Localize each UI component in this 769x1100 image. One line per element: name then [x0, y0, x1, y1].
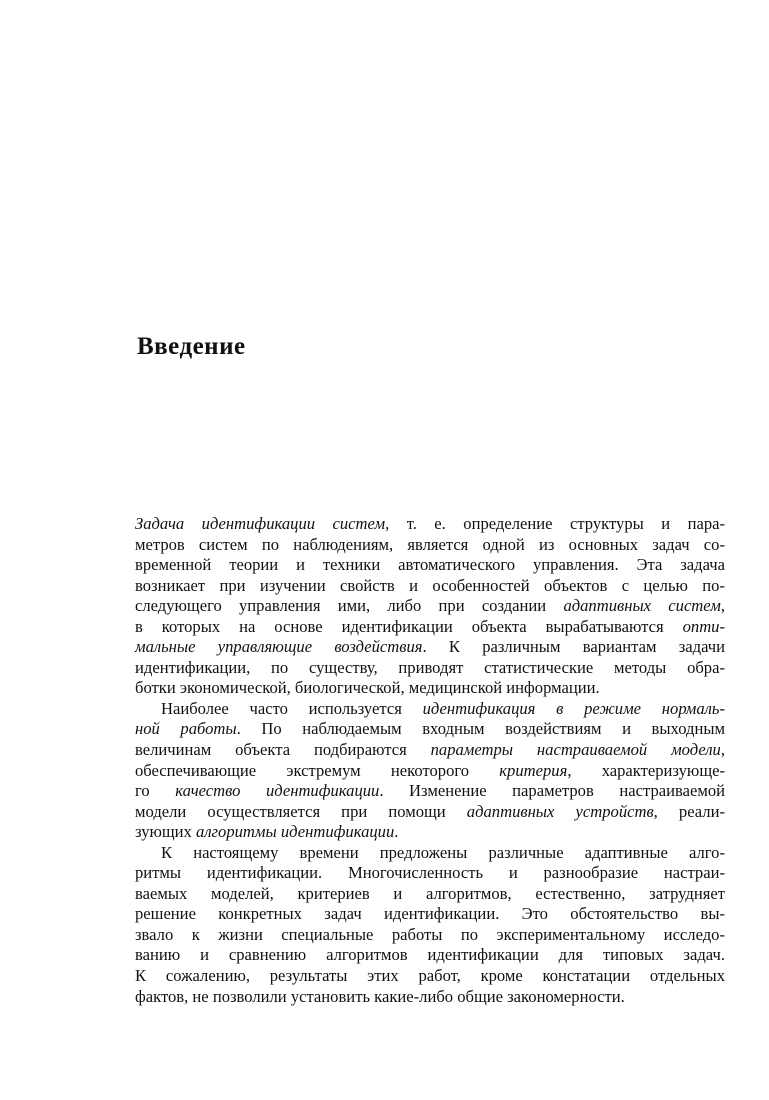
text-line [135, 596, 725, 617]
emphasized-term: опти- [682, 616, 725, 636]
emphasized-term: критерия [499, 760, 568, 780]
text-run: , характеризующе- [567, 760, 725, 780]
text-run: , [720, 740, 726, 760]
text-line [135, 945, 725, 966]
text-line [135, 802, 725, 823]
emphasized-term: алгоритмы идентификации [196, 822, 395, 842]
text-line [135, 637, 725, 658]
emphasized-term: качество идентификации [175, 781, 380, 801]
text-run: ритмы идентификации. Многочисленность и разнообразие настраи- [135, 863, 725, 883]
text-run: следующего управления ими, либо при создании [135, 596, 564, 616]
text-line [135, 761, 725, 782]
text-run: метров систем по наблюдениям, является одной из основных задач со- [135, 534, 725, 554]
emphasized-term: ной работы [135, 719, 237, 739]
text-run: временной теории и техники автоматического управления. Эта задача [135, 555, 725, 575]
text-line [135, 576, 725, 597]
text-line [135, 925, 725, 946]
text-run: в которых на основе идентификации объекта вырабатываются [135, 616, 683, 636]
text-run: го [135, 781, 176, 801]
text-run: обеспечивающие экстремум некоторого [135, 760, 500, 780]
text-line [135, 884, 725, 905]
text-line [135, 719, 725, 740]
text-run: ботки экономической, биологической, медицинской информации. [135, 678, 600, 698]
emphasized-term: идентификация в режиме нормаль- [422, 698, 725, 718]
text-run: звало к жизни специальные работы по экспериментальному исследо- [135, 924, 725, 944]
text-line [135, 987, 725, 1008]
text-line [135, 678, 725, 699]
text-run: . По наблюдаемым входным воздействиям и выходным [236, 719, 725, 739]
text-line [135, 699, 725, 720]
text-line [135, 617, 725, 638]
paragraph [135, 699, 725, 843]
text-run: , реали- [653, 801, 725, 821]
text-run: решение конкретных задач идентификации. Это обстоятельство вы- [135, 904, 725, 924]
text-line [135, 966, 725, 987]
text-line [135, 843, 725, 864]
text-line [135, 514, 725, 535]
text-line [135, 904, 725, 925]
paragraph [135, 514, 725, 699]
text-run: . [394, 822, 399, 842]
text-run: величинам объекта подбираются [135, 740, 431, 760]
text-run: , [720, 596, 725, 616]
emphasized-term: Задача идентификации систем [135, 514, 386, 533]
text-run: К настоящему времени предложены различные адаптивные алго- [161, 842, 725, 862]
text-line [135, 863, 725, 884]
emphasized-term: адаптивных систем [563, 596, 721, 616]
text-run: ваемых моделей, критериев и алгоритмов, естественно, затрудняет [135, 883, 725, 903]
text-run: модели осуществляется при помощи [135, 801, 467, 821]
text-run: зующих [135, 822, 197, 842]
text-run: фактов, не позволили установить какие-либо общие закономерности. [135, 986, 625, 1006]
text-line [135, 555, 725, 576]
emphasized-term: параметры настраиваемой модели [430, 740, 721, 760]
text-run: , т. е. определение структуры и пара- [385, 514, 726, 533]
text-line [135, 658, 725, 679]
emphasized-term: адаптивных устройств [466, 801, 654, 821]
text-line [135, 535, 725, 556]
text-run: . Изменение параметров настраиваемой [379, 781, 726, 801]
paragraph [135, 843, 725, 1007]
text-line [135, 781, 725, 802]
text-line [135, 740, 725, 761]
chapter-title: Введение [137, 333, 246, 360]
text-run: ванию и сравнению алгоритмов идентификации для типовых задач. [135, 945, 725, 965]
text-run: идентификации, по существу, приводят статистические методы обра- [135, 657, 725, 677]
text-line [135, 822, 725, 843]
text-run: К сожалению, результаты этих работ, кроме констатации отдельных [135, 966, 725, 986]
text-run: Наиболее часто используется [161, 698, 423, 718]
text-run: возникает при изучении свойств и особенностей объектов с целью по- [135, 575, 725, 595]
body-text [135, 514, 725, 1007]
text-run: . К различным вариантам задачи [422, 637, 725, 657]
emphasized-term: мальные управляющие воздействия [135, 637, 423, 657]
